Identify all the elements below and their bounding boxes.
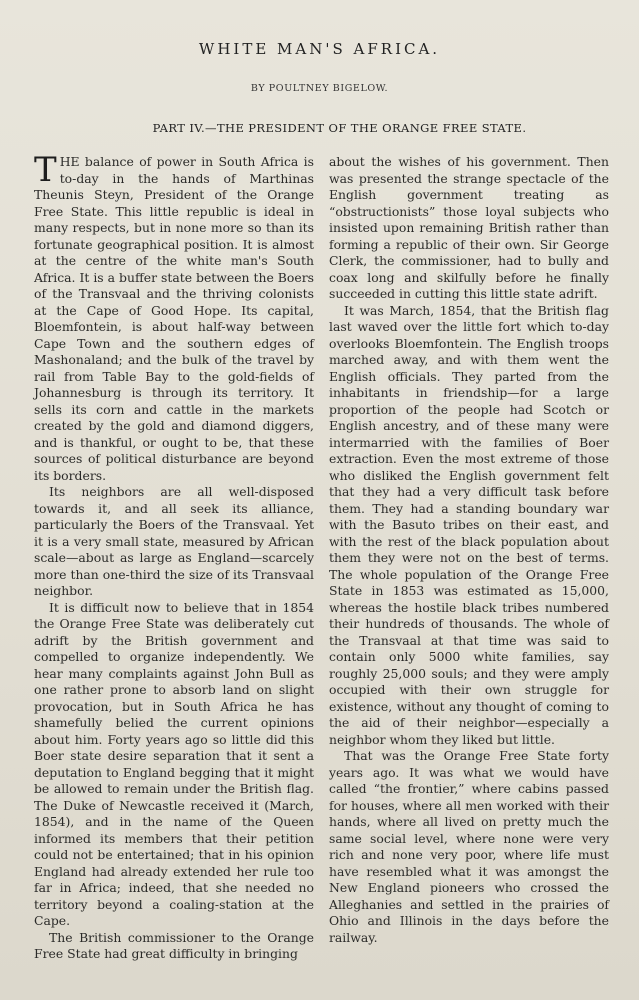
paragraph: It was March, 1854, that the British flag last waved over the little fort which to-day overlooks Bloemfontein. The English troops marched away, and with them went the English officials. They parted from the inhabitants in friendship—for a large proportion of the people had Scotch or English ancestry, and of these many were intermarried with the families of Boer extraction. Even the most extreme of those who disliked the English government felt that they had a very difficult task before them. They had a standing boundary war with the Basuto tribes on their east, and with the rest of the black population about them they were not on the best of terms. The whole population of the Orange Free State in 1853 was estimated as 15,000, whereas the hostile black tribes numbered their hundreds of thousands. The whole of the Transvaal at that time was said to contain only 5000 white families, say roughly 25,000 souls; and they were amply occupied with their own struggle for existence, without any thought of coming to the aid of their neighbor—especially a neighbor whom they liked but little. [329,302,609,747]
paragraph: That was the Orange Free State forty years ago. It was what we would have called “the frontier,” where cabins passed for houses, where all men worked with their hands, where all lived on pretty much the same social level, where none were very rich and none very poor, where life must have resembled what it was amongst the New England pioneers who crossed the Alleghanies and settled in the prairies of Ohio and Illinois in the days before the railway. [329,748,609,945]
article-subtitle: PART IV.—THE PRESIDENT OF THE ORANGE FREE STATE. [152,121,527,135]
drop-cap: T [34,150,57,190]
article-title: WHITE MAN'S AFRICA. [198,40,441,58]
paragraph [34,150,314,484]
paragraph: Its neighbors are all well-disposed towards it, and all seek its alliance, particularly the Boers of the Transvaal. Yet it is a very small state, measured by African scale—about as large as England—scarcely more than one-third the size of its Transvaal neighbor. [34,484,314,598]
paragraph: The British commissioner to the Orange Free State had great difficulty in bringing [34,929,314,961]
byline: BY POULTNEY BIGELOW. [250,83,389,94]
left-column [34,150,314,963]
right-column [329,154,609,946]
paragraph: about the wishes of his government. Then was presented the strange spectacle of the English government treating as “obstructionists” those loyal subjects who insisted upon remaining British rather than forming a republic of their own. Sir George Clerk, the commissioner, had to bully and coax long and skilfully before he finally succeeded in cutting this little state adrift. [329,154,609,301]
paragraph-text: HE balance of power in South Africa is to-day in the hands of Marthinas Theunis Steyn, President of the Orange Free State. This little republic is ideal in many respects, but in none more so than its fortunate geographical position. It is almost at the centre of the white man's South Africa. It is a buffer state between the Boers of the Transvaal and the thriving colonists at the Cape of Good Hope. Its capital, Bloemfontein, is about half-way between Cape Town and the southern edges of Mashonaland; and the bulk of the travel by rail from Table Bay to the gold-fields of Johannesburg is through its territory. It sells its corn and cattle in the markets created by the gold and diamond diggers, and is thankful, or ought to be, that these sources of political disturbance are beyond its borders. [34,154,314,483]
paragraph: It is difficult now to believe that in 1854 the Orange Free State was deliberately cut adrift by the British government and compelled to organize independently. We hear many complaints against John Bull as one rather prone to absorb land on slight provocation, but in South Africa he has shamefully belied the current opinions about him. Forty years ago so little did this Boer state desire separation that it sent a deputation to England begging that it might be allowed to remain under the British flag. The Duke of Newcastle received it (March, 1854), and in the name of the Queen informed its members that their petition could not be entertained; that in his opinion England had already extended her rule too far in Africa; indeed, that she needed no territory beyond a coaling-station at the Cape. [34,599,314,928]
